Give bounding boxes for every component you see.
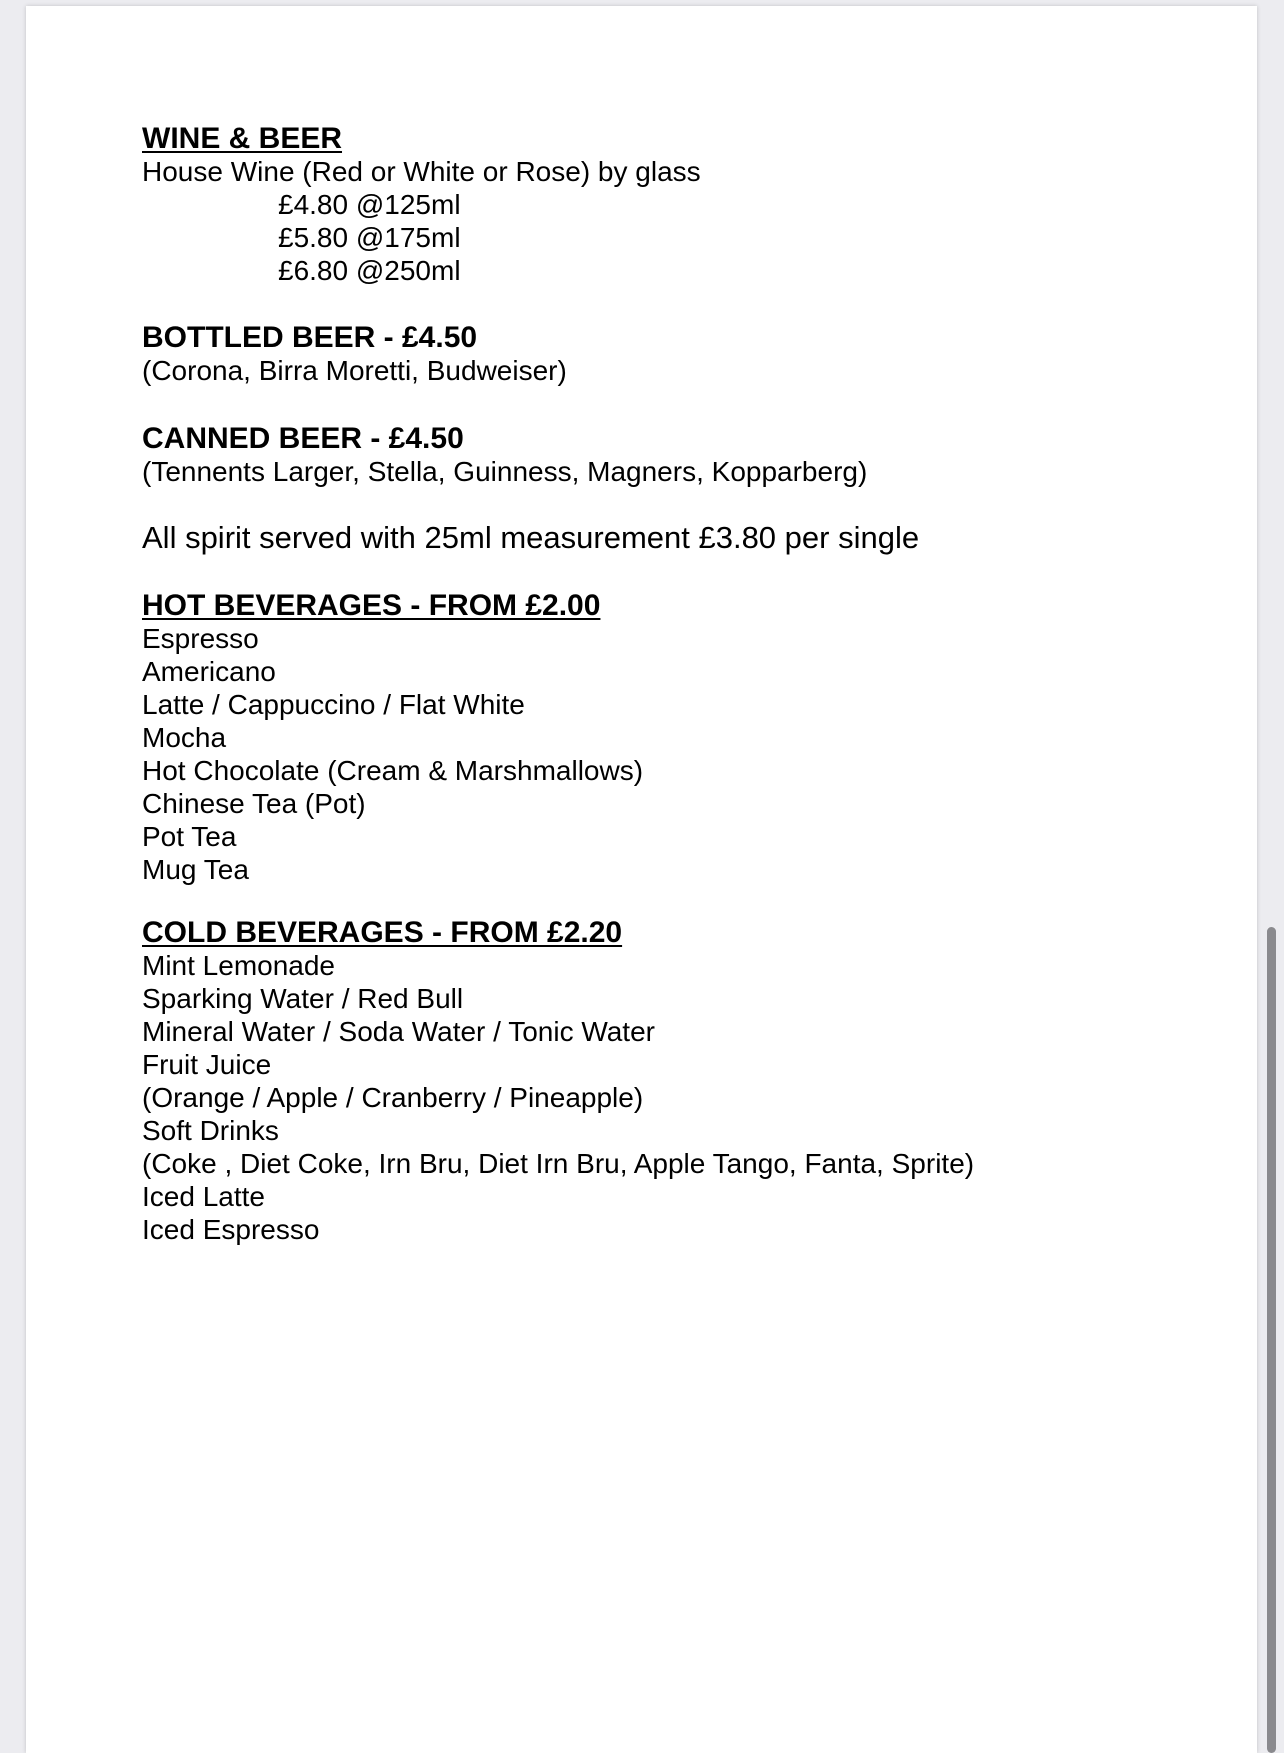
section-hot-beverages: [142, 589, 1222, 886]
list-item: Pot Tea: [142, 821, 237, 852]
wine-price-125: £4.80 @125ml: [278, 189, 461, 220]
list-item: Mug Tea: [142, 854, 249, 885]
list-item: Espresso: [142, 623, 259, 654]
list-item: Mocha: [142, 722, 227, 753]
spirits-note: All spirit served with 25ml measurement £3.80 per single: [142, 520, 920, 555]
cold-beverages-heading: COLD BEVERAGES - FROM £2.20: [142, 916, 623, 949]
list-item: (Coke , Diet Coke, Irn Bru, Diet Irn Bru, Apple Tango, Fanta, Sprite): [142, 1148, 975, 1179]
list-item: Mineral Water / Soda Water / Tonic Water: [142, 1016, 655, 1047]
wine-beer-heading: WINE & BEER: [142, 122, 343, 155]
wine-price-250: £6.80 @250ml: [278, 255, 461, 286]
list-item: Sparking Water / Red Bull: [142, 983, 464, 1014]
wine-price-175: £5.80 @175ml: [278, 222, 461, 253]
canned-beer-brands: (Tennents Larger, Stella, Guinness, Magners, Kopparberg): [142, 456, 868, 487]
list-item: Americano: [142, 656, 276, 687]
hot-beverages-heading: HOT BEVERAGES - FROM £2.00: [142, 589, 601, 622]
canned-beer-heading: CANNED BEER - £4.50: [142, 422, 464, 455]
list-item: (Orange / Apple / Cranberry / Pineapple): [142, 1082, 644, 1113]
list-item: Fruit Juice: [142, 1049, 272, 1080]
list-item: Latte / Cappuccino / Flat White: [142, 689, 525, 720]
list-item: Iced Espresso: [142, 1214, 320, 1245]
section-cold-beverages: [142, 916, 1222, 1246]
list-item: Hot Chocolate (Cream & Marshmallows): [142, 755, 644, 786]
document-page: [26, 6, 1257, 1753]
section-bottled-beer: [142, 321, 1222, 387]
list-item: Chinese Tea (Pot): [142, 788, 366, 819]
bottled-beer-heading: BOTTLED BEER - £4.50: [142, 321, 478, 354]
vertical-scrollbar[interactable]: [1267, 927, 1276, 1753]
house-wine-line: House Wine (Red or White or Rose) by glass: [142, 156, 701, 187]
section-canned-beer: [142, 422, 1222, 488]
list-item: Iced Latte: [142, 1181, 265, 1212]
bottled-beer-brands: (Corona, Birra Moretti, Budweiser): [142, 355, 567, 386]
menu-content: [142, 122, 1222, 1246]
section-wine-beer: [142, 122, 1222, 287]
list-item: Soft Drinks: [142, 1115, 279, 1146]
list-item: Mint Lemonade: [142, 950, 336, 981]
